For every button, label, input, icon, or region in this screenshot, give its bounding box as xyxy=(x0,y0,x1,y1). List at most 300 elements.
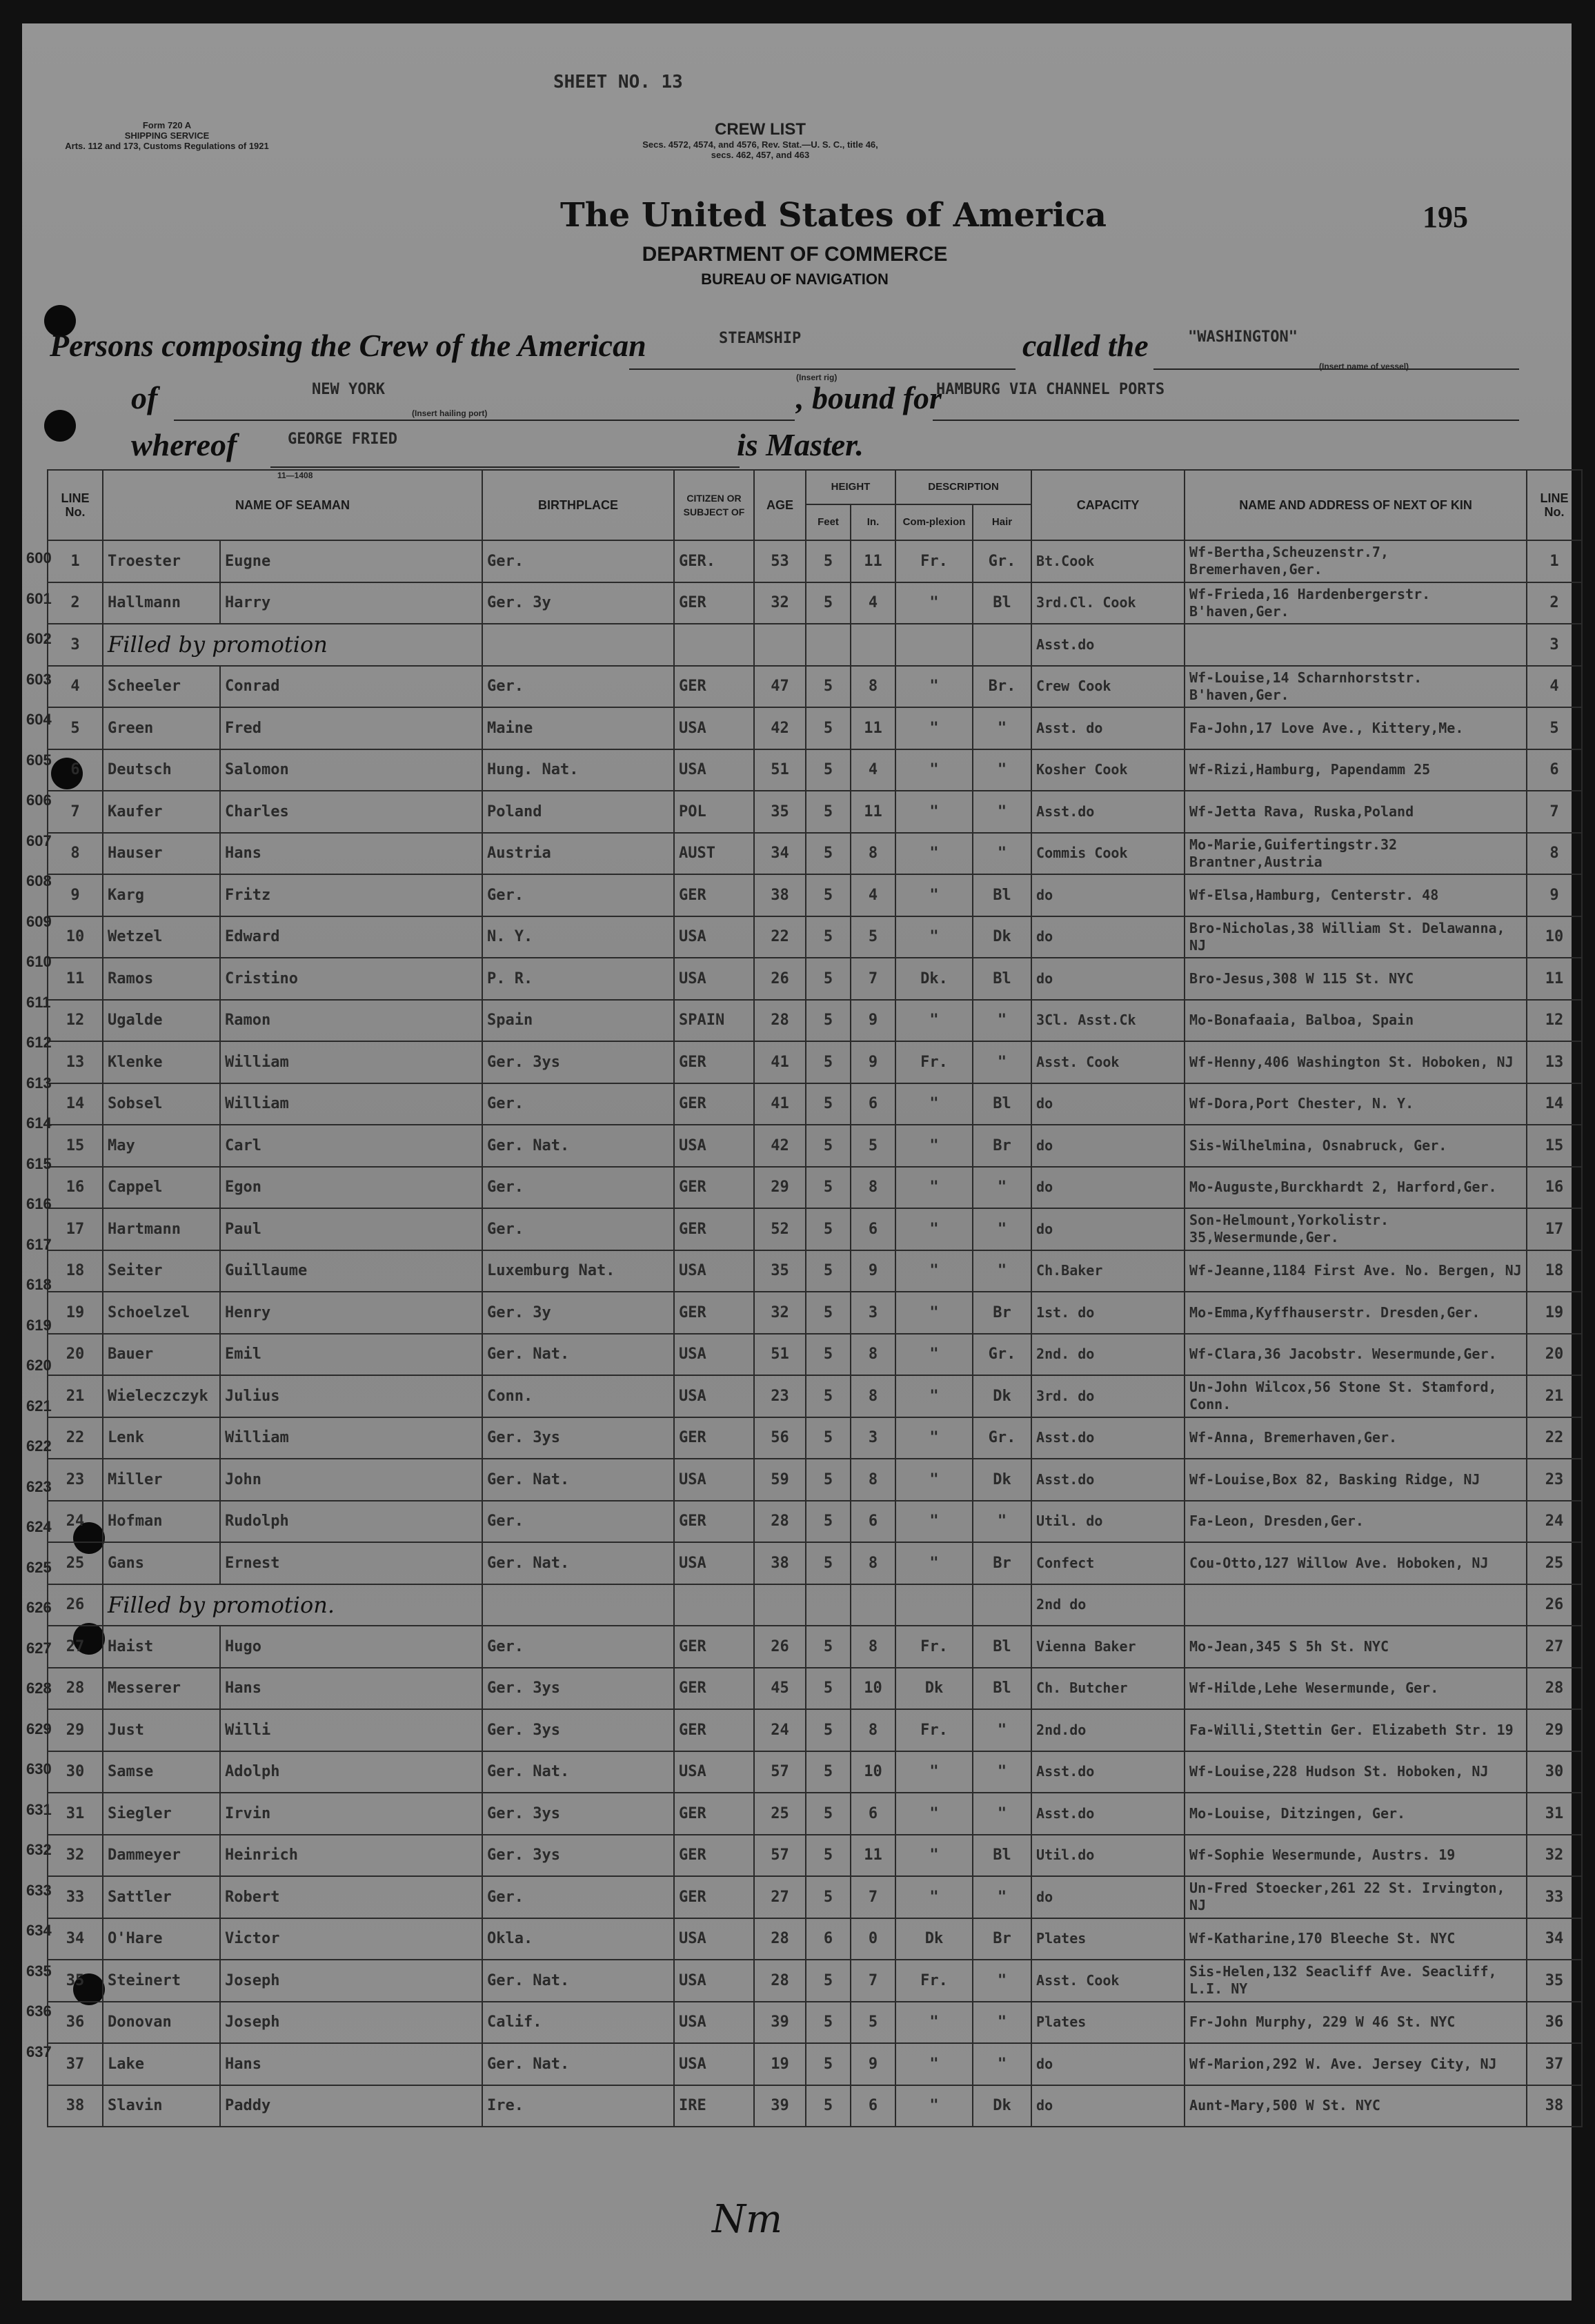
height-inches-cell: 4 xyxy=(851,582,895,624)
complexion-cell: " xyxy=(895,1167,973,1209)
surname-cell: Hofman xyxy=(103,1501,220,1543)
complexion-cell: Fr. xyxy=(895,1626,973,1668)
age-cell: 45 xyxy=(754,1668,806,1710)
line-number: 36 xyxy=(48,2002,103,2044)
next-of-kin-cell: Fa-Willi,Stettin Ger. Elizabeth Str. 19 xyxy=(1185,1709,1527,1751)
surname-cell: Miller xyxy=(103,1459,220,1501)
next-of-kin-cell: Wf-Hilde,Lehe Wesermunde, Ger. xyxy=(1185,1668,1527,1710)
given-name-cell: Ramon xyxy=(220,1000,482,1042)
birthplace-cell: Austria xyxy=(482,833,674,875)
height-feet-cell: 5 xyxy=(806,1793,851,1835)
height-inches-cell: 9 xyxy=(851,2043,895,2085)
margin-tally: 629 xyxy=(26,1720,52,1737)
surname-cell: Deutsch xyxy=(103,749,220,791)
citizen-cell: USA xyxy=(674,958,754,1000)
hair-cell: " xyxy=(973,1793,1031,1835)
col-feet: Feet xyxy=(806,504,851,540)
complexion-cell: " xyxy=(895,2002,973,2044)
hair-cell: Dk xyxy=(973,916,1031,958)
citizen-cell: GER xyxy=(674,1167,754,1209)
height-inches-cell: 9 xyxy=(851,1041,895,1083)
surname-cell: Klenke xyxy=(103,1041,220,1083)
next-of-kin-cell: Mo-Auguste,Burckhardt 2, Harford,Ger. xyxy=(1185,1167,1527,1209)
line-number-right: 32 xyxy=(1527,1835,1582,1877)
next-of-kin-cell: Wf-Jeanne,1184 First Ave. No. Bergen, NJ xyxy=(1185,1250,1527,1292)
height-feet-cell: 5 xyxy=(806,1501,851,1543)
surname-cell: Wieleczczyk xyxy=(103,1375,220,1417)
complexion-cell: " xyxy=(895,1208,973,1250)
crew-list-sheet xyxy=(22,23,1572,2301)
capacity-cell: Confect xyxy=(1031,1542,1185,1584)
height-inches-cell xyxy=(851,624,895,666)
line-number: 9 xyxy=(48,874,103,916)
given-name-cell: Victor xyxy=(220,1918,482,1960)
complexion-cell: " xyxy=(895,1835,973,1877)
table-row xyxy=(48,1083,1582,1125)
height-inches-cell: 10 xyxy=(851,1668,895,1710)
line-number: 35 xyxy=(48,1960,103,2002)
height-feet-cell: 5 xyxy=(806,1375,851,1417)
col-name: NAME OF SEAMAN xyxy=(103,470,482,540)
complexion-cell xyxy=(895,624,973,666)
table-row xyxy=(48,1417,1582,1459)
given-name-cell: Irvin xyxy=(220,1793,482,1835)
height-feet-cell: 5 xyxy=(806,1334,851,1376)
line-number-right: 36 xyxy=(1527,2002,1582,2044)
height-feet-cell: 5 xyxy=(806,1083,851,1125)
next-of-kin-cell: Wf-Marion,292 W. Ave. Jersey City, NJ xyxy=(1185,2043,1527,2085)
line-number: 15 xyxy=(48,1125,103,1167)
capacity-cell: do xyxy=(1031,916,1185,958)
table-row xyxy=(48,749,1582,791)
citizen-cell xyxy=(674,1584,754,1626)
capacity-cell: Crew Cook xyxy=(1031,666,1185,708)
given-name-cell: Henry xyxy=(220,1292,482,1334)
line-number: 3 xyxy=(48,624,103,666)
given-name-cell: Hans xyxy=(220,1668,482,1710)
height-feet-cell: 5 xyxy=(806,1417,851,1459)
birthplace-cell: Ger. xyxy=(482,1876,674,1918)
capacity-cell: 3rd.Cl. Cook xyxy=(1031,582,1185,624)
line-number: 32 xyxy=(48,1835,103,1877)
hair-cell: " xyxy=(973,1960,1031,2002)
next-of-kin-cell: Fr-John Murphy, 229 W 46 St. NYC xyxy=(1185,2002,1527,2044)
hair-cell: " xyxy=(973,1876,1031,1918)
line-number-right: 29 xyxy=(1527,1709,1582,1751)
table-row xyxy=(48,582,1582,624)
citizen-cell: GER xyxy=(674,1793,754,1835)
complexion-cell: " xyxy=(895,666,973,708)
age-cell: 28 xyxy=(754,1000,806,1042)
height-feet-cell: 5 xyxy=(806,1960,851,2002)
age-cell: 53 xyxy=(754,540,806,582)
table-row xyxy=(48,1709,1582,1751)
age-cell: 56 xyxy=(754,1417,806,1459)
age-cell: 23 xyxy=(754,1375,806,1417)
margin-tally: 637 xyxy=(26,2042,52,2060)
next-of-kin-cell: Bro-Jesus,308 W 115 St. NYC xyxy=(1185,958,1527,1000)
line-number: 27 xyxy=(48,1626,103,1668)
margin-tally: 626 xyxy=(26,1599,52,1616)
line-number-right: 8 xyxy=(1527,833,1582,875)
margin-tally: 620 xyxy=(26,1357,52,1374)
height-feet-cell: 5 xyxy=(806,1167,851,1209)
birthplace-cell: Ger. xyxy=(482,874,674,916)
line-number: 11 xyxy=(48,958,103,1000)
margin-tally: 621 xyxy=(26,1397,52,1415)
surname-cell: Hallmann xyxy=(103,582,220,624)
birthplace-cell: Ger. Nat. xyxy=(482,2043,674,2085)
citizen-cell: USA xyxy=(674,749,754,791)
of-label: of xyxy=(131,380,158,415)
line-number: 19 xyxy=(48,1292,103,1334)
next-of-kin-cell: Mo-Emma,Kyffhauserstr. Dresden,Ger. xyxy=(1185,1292,1527,1334)
citizen-cell: GER xyxy=(674,1208,754,1250)
table-row xyxy=(48,1000,1582,1042)
birthplace-cell xyxy=(482,1584,674,1626)
birthplace-cell: Ger. Nat. xyxy=(482,1125,674,1167)
line-number-right: 16 xyxy=(1527,1167,1582,1209)
col-hair: Hair xyxy=(973,504,1031,540)
table-row xyxy=(48,958,1582,1000)
line-number-right: 7 xyxy=(1527,791,1582,833)
line-number-right: 11 xyxy=(1527,958,1582,1000)
line-number-right: 19 xyxy=(1527,1292,1582,1334)
next-of-kin-cell: Aunt-Mary,500 W St. NYC xyxy=(1185,2085,1527,2127)
citizen-cell: USA xyxy=(674,707,754,749)
given-name-cell: Hans xyxy=(220,2043,482,2085)
height-feet-cell: 5 xyxy=(806,1292,851,1334)
height-inches-cell: 9 xyxy=(851,1000,895,1042)
line-number-right: 12 xyxy=(1527,1000,1582,1042)
department-name: DEPARTMENT OF COMMERCE xyxy=(642,243,948,266)
given-name-cell: Paul xyxy=(220,1208,482,1250)
next-of-kin-cell: Bro-Nicholas,38 William St. Delawanna, NJ xyxy=(1185,916,1527,958)
height-feet-cell: 5 xyxy=(806,1459,851,1501)
height-feet-cell: 5 xyxy=(806,1668,851,1710)
surname-cell: O'Hare xyxy=(103,1918,220,1960)
col-capacity: CAPACITY xyxy=(1031,470,1185,540)
table-row xyxy=(48,2002,1582,2044)
height-feet-cell: 5 xyxy=(806,958,851,1000)
age-cell: 51 xyxy=(754,749,806,791)
given-name-cell: Julius xyxy=(220,1375,482,1417)
birthplace-cell: Ger. Nat. xyxy=(482,1960,674,2002)
margin-tally: 634 xyxy=(26,1922,52,1939)
next-of-kin-cell: Wf-Dora,Port Chester, N. Y. xyxy=(1185,1083,1527,1125)
birthplace-cell: Ger. Nat. xyxy=(482,1542,674,1584)
surname-cell: Kaufer xyxy=(103,791,220,833)
next-of-kin-cell: Wf-Frieda,16 Hardenbergerstr. B'haven,Ger. xyxy=(1185,582,1527,624)
line-number: 37 xyxy=(48,2043,103,2085)
height-feet-cell: 5 xyxy=(806,1751,851,1793)
height-inches-cell: 6 xyxy=(851,1083,895,1125)
complexion-cell: " xyxy=(895,1501,973,1543)
height-feet-cell: 5 xyxy=(806,2043,851,2085)
citizen-cell: POL xyxy=(674,791,754,833)
height-inches-cell: 5 xyxy=(851,2002,895,2044)
table-row xyxy=(48,1208,1582,1250)
margin-tally: 607 xyxy=(26,831,52,849)
next-of-kin-cell: Un-John Wilcox,56 Stone St. Stamford, Conn. xyxy=(1185,1375,1527,1417)
height-inches-cell: 4 xyxy=(851,874,895,916)
age-cell: 24 xyxy=(754,1709,806,1751)
margin-tally: 619 xyxy=(26,1316,52,1334)
rig-caption: (Insert rig) xyxy=(796,373,838,382)
margin-tally: 622 xyxy=(26,1437,52,1455)
complexion-cell: " xyxy=(895,874,973,916)
given-name-cell: Guillaume xyxy=(220,1250,482,1292)
line-number: 14 xyxy=(48,1083,103,1125)
line-number: 26 xyxy=(48,1584,103,1626)
given-name-cell: Charles xyxy=(220,791,482,833)
height-feet-cell: 5 xyxy=(806,1208,851,1250)
given-name-cell: Carl xyxy=(220,1125,482,1167)
height-inches-cell: 8 xyxy=(851,666,895,708)
height-feet-cell: 5 xyxy=(806,666,851,708)
hair-cell: Bl xyxy=(973,1835,1031,1877)
capacity-cell: Util.do xyxy=(1031,1835,1185,1877)
complexion-cell: " xyxy=(895,1250,973,1292)
capacity-cell: Asst. Cook xyxy=(1031,1041,1185,1083)
citizen-cell: USA xyxy=(674,1542,754,1584)
height-feet-cell: 5 xyxy=(806,1626,851,1668)
birthplace-cell: Ger. Nat. xyxy=(482,1751,674,1793)
table-row xyxy=(48,624,1582,666)
height-feet-cell: 5 xyxy=(806,1125,851,1167)
next-of-kin-cell: Wf-Clara,36 Jacobstr. Wesermunde,Ger. xyxy=(1185,1334,1527,1376)
age-cell: 27 xyxy=(754,1876,806,1918)
height-inches-cell: 11 xyxy=(851,540,895,582)
line-number-right: 3 xyxy=(1527,624,1582,666)
table-row xyxy=(48,916,1582,958)
line-number: 16 xyxy=(48,1167,103,1209)
height-feet-cell: 6 xyxy=(806,1918,851,1960)
age-cell: 28 xyxy=(754,1501,806,1543)
given-name-cell: Conrad xyxy=(220,666,482,708)
table-row xyxy=(48,540,1582,582)
height-inches-cell: 8 xyxy=(851,1459,895,1501)
age-cell: 26 xyxy=(754,958,806,1000)
table-row xyxy=(48,1876,1582,1918)
age-cell: 41 xyxy=(754,1041,806,1083)
next-of-kin-cell: Un-Fred Stoecker,261 22 St. Irvington, NJ xyxy=(1185,1876,1527,1918)
height-feet-cell: 5 xyxy=(806,916,851,958)
age-cell: 28 xyxy=(754,1960,806,2002)
citizen-cell: GER xyxy=(674,666,754,708)
surname-cell: Donovan xyxy=(103,2002,220,2044)
line-number: 21 xyxy=(48,1375,103,1417)
age-cell: 57 xyxy=(754,1835,806,1877)
height-feet-cell: 5 xyxy=(806,749,851,791)
line-number-right: 1 xyxy=(1527,540,1582,582)
surname-cell: Ramos xyxy=(103,958,220,1000)
height-inches-cell: 5 xyxy=(851,916,895,958)
age-cell: 42 xyxy=(754,1125,806,1167)
line-number-right: 33 xyxy=(1527,1876,1582,1918)
line-number-right: 13 xyxy=(1527,1041,1582,1083)
surname-cell: Sobsel xyxy=(103,1083,220,1125)
complexion-cell: " xyxy=(895,1876,973,1918)
next-of-kin-cell: Wf-Rizi,Hamburg, Papendamm 25 xyxy=(1185,749,1527,791)
line-number-right: 30 xyxy=(1527,1751,1582,1793)
line-number-right: 18 xyxy=(1527,1250,1582,1292)
capacity-cell: 2nd.do xyxy=(1031,1709,1185,1751)
hair-cell: " xyxy=(973,2002,1031,2044)
col-description: DESCRIPTION xyxy=(895,470,1031,504)
table-row xyxy=(48,707,1582,749)
vessel-name: "WASHINGTON" xyxy=(1188,328,1298,346)
line-number-right: 28 xyxy=(1527,1668,1582,1710)
height-feet-cell: 5 xyxy=(806,1876,851,1918)
col-inches: In. xyxy=(851,504,895,540)
surname-cell: Messerer xyxy=(103,1668,220,1710)
citizen-cell: GER. xyxy=(674,540,754,582)
surname-cell: Bauer xyxy=(103,1334,220,1376)
margin-tally: 631 xyxy=(26,1800,52,1818)
height-inches-cell: 11 xyxy=(851,1835,895,1877)
table-row xyxy=(48,1125,1582,1167)
line-number-right: 31 xyxy=(1527,1793,1582,1835)
table-row xyxy=(48,1459,1582,1501)
col-line-no: LINE No. xyxy=(48,470,103,540)
birthplace-cell: Ger. xyxy=(482,666,674,708)
given-name-cell: Harry xyxy=(220,582,482,624)
line-number-right: 9 xyxy=(1527,874,1582,916)
bureau-name: BUREAU OF NAVIGATION xyxy=(701,270,889,288)
line-number: 8 xyxy=(48,833,103,875)
complexion-cell: " xyxy=(895,2085,973,2127)
margin-tally: 633 xyxy=(26,1881,52,1899)
table-row xyxy=(48,1584,1582,1626)
margin-tally: 625 xyxy=(26,1558,52,1576)
height-feet-cell: 5 xyxy=(806,833,851,875)
hair-cell: Gr. xyxy=(973,540,1031,582)
next-of-kin-cell: Wf-Elsa,Hamburg, Centerstr. 48 xyxy=(1185,874,1527,916)
col-height: HEIGHT xyxy=(806,470,895,504)
surname-cell: Hartmann xyxy=(103,1208,220,1250)
hair-cell: Dk xyxy=(973,1459,1031,1501)
next-of-kin-cell: Sis-Wilhelmina, Osnabruck, Ger. xyxy=(1185,1125,1527,1167)
birthplace-cell xyxy=(482,624,674,666)
given-name-cell: Salomon xyxy=(220,749,482,791)
birthplace-cell: Ger. 3y xyxy=(482,1292,674,1334)
table-row xyxy=(48,1167,1582,1209)
surname-cell: Lake xyxy=(103,2043,220,2085)
capacity-cell: Bt.Cook xyxy=(1031,540,1185,582)
margin-tally: 605 xyxy=(26,751,52,769)
hair-cell: Bl xyxy=(973,1626,1031,1668)
citizen-cell: USA xyxy=(674,916,754,958)
margin-tally: 610 xyxy=(26,953,52,970)
hair-cell: Br xyxy=(973,1918,1031,1960)
citizen-cell: USA xyxy=(674,1960,754,2002)
margin-tally: 606 xyxy=(26,791,52,809)
crew-table xyxy=(47,469,1583,2127)
line-number-right: 38 xyxy=(1527,2085,1582,2127)
line-number: 20 xyxy=(48,1334,103,1376)
age-cell: 38 xyxy=(754,1542,806,1584)
age-cell: 32 xyxy=(754,1292,806,1334)
col-complexion: Com-plexion xyxy=(895,504,973,540)
complexion-cell: " xyxy=(895,2043,973,2085)
line-number-right: 6 xyxy=(1527,749,1582,791)
line-number-right: 14 xyxy=(1527,1083,1582,1125)
height-inches-cell: 8 xyxy=(851,1167,895,1209)
capacity-cell: Asst. do xyxy=(1031,707,1185,749)
age-cell: 42 xyxy=(754,707,806,749)
hair-cell: Bl xyxy=(973,1668,1031,1710)
age-cell: 26 xyxy=(754,1626,806,1668)
age-cell: 39 xyxy=(754,2002,806,2044)
complexion-cell: " xyxy=(895,1334,973,1376)
capacity-cell: Asst. Cook xyxy=(1031,1960,1185,2002)
birthplace-cell: Ger. 3ys xyxy=(482,1709,674,1751)
age-cell: 52 xyxy=(754,1208,806,1250)
margin-tally: 600 xyxy=(26,549,52,567)
capacity-cell: Asst.do xyxy=(1031,1417,1185,1459)
capacity-cell: Asst.do xyxy=(1031,791,1185,833)
vessel-caption: (Insert name of vessel) xyxy=(1319,362,1409,371)
table-row xyxy=(48,874,1582,916)
next-of-kin-cell: Cou-Otto,127 Willow Ave. Hoboken, NJ xyxy=(1185,1542,1527,1584)
complexion-cell: " xyxy=(895,1125,973,1167)
hair-cell: Br xyxy=(973,1125,1031,1167)
line-number: 13 xyxy=(48,1041,103,1083)
margin-tally: 613 xyxy=(26,1074,52,1092)
complexion-cell: " xyxy=(895,1417,973,1459)
height-inches-cell: 8 xyxy=(851,1626,895,1668)
birthplace-cell: Ger. 3y xyxy=(482,582,674,624)
height-feet-cell xyxy=(806,1584,851,1626)
age-cell: 22 xyxy=(754,916,806,958)
table-row xyxy=(48,2085,1582,2127)
col-line-no-right: LINE No. xyxy=(1527,470,1582,540)
height-feet-cell: 5 xyxy=(806,1250,851,1292)
next-of-kin-cell: Wf-Sophie Wesermunde, Austrs. 19 xyxy=(1185,1835,1527,1877)
margin-tally: 616 xyxy=(26,1195,52,1212)
next-of-kin-cell: Wf-Louise,228 Hudson St. Hoboken, NJ xyxy=(1185,1751,1527,1793)
surname-cell: Schoelzel xyxy=(103,1292,220,1334)
height-inches-cell: 7 xyxy=(851,1960,895,2002)
birthplace-cell: Ger. 3ys xyxy=(482,1417,674,1459)
table-row xyxy=(48,1960,1582,2002)
height-feet-cell: 5 xyxy=(806,2002,851,2044)
capacity-cell: do xyxy=(1031,1125,1185,1167)
capacity-cell: do xyxy=(1031,1167,1185,1209)
line-number: 5 xyxy=(48,707,103,749)
hair-cell: " xyxy=(973,1709,1031,1751)
bound-for-label: , bound for xyxy=(796,380,942,415)
margin-tally: 615 xyxy=(26,1154,52,1172)
form-code: 11—1408 xyxy=(277,471,313,480)
line-number: 18 xyxy=(48,1250,103,1292)
col-age: AGE xyxy=(754,470,806,540)
margin-tally: 611 xyxy=(26,993,51,1011)
complexion-cell: " xyxy=(895,916,973,958)
surname-cell: Green xyxy=(103,707,220,749)
capacity-cell: do xyxy=(1031,958,1185,1000)
birthplace-cell: Conn. xyxy=(482,1375,674,1417)
given-name-cell: William xyxy=(220,1083,482,1125)
height-feet-cell: 5 xyxy=(806,582,851,624)
birthplace-cell: Ire. xyxy=(482,2085,674,2127)
complexion-cell: Fr. xyxy=(895,1709,973,1751)
hair-cell: Bl xyxy=(973,874,1031,916)
complexion-cell: Dk xyxy=(895,1668,973,1710)
surname-cell: Just xyxy=(103,1709,220,1751)
height-inches-cell: 6 xyxy=(851,1501,895,1543)
